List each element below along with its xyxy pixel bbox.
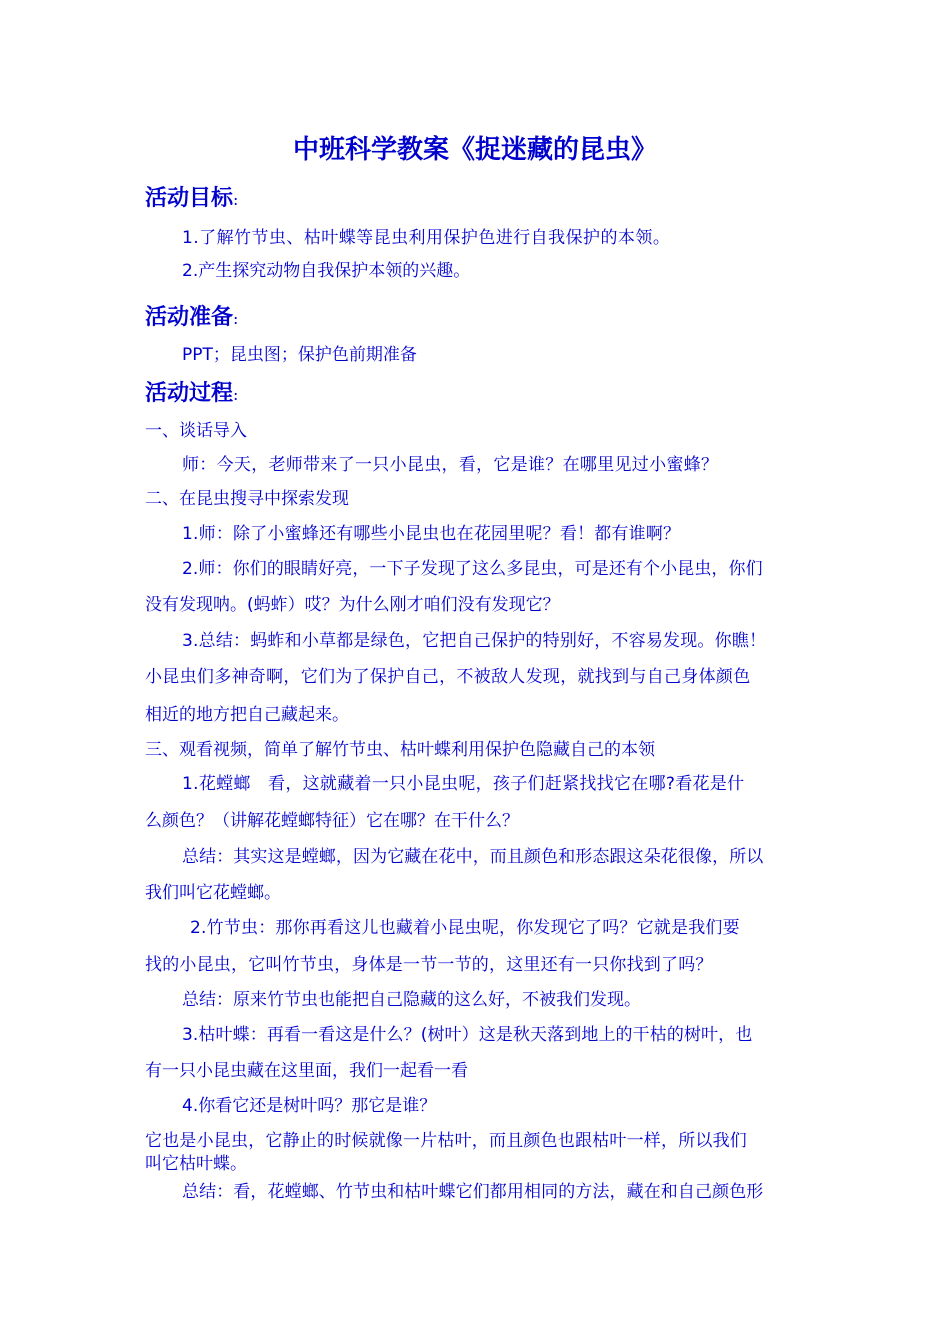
process-line: 3.总结：蚂蚱和小草都是绿色，它把自己保护的特别好，不容易发现。你瞧！ [182, 631, 767, 651]
process-line: 三、观看视频，简单了解竹节虫、枯叶蝶利用保护色隐藏自己的本领 [145, 740, 655, 760]
prep-line: PPT；昆虫图；保护色前期准备 [182, 345, 417, 365]
process-line: 相近的地方把自己藏起来。 [145, 705, 349, 725]
heading-prep-text: 活动准备 [145, 304, 234, 330]
heading-process [145, 378, 238, 410]
process-line: 我们叫它花螳螂。 [145, 883, 281, 903]
goal-line-2: 2.产生探究动物自我保护本领的兴趣。 [182, 261, 471, 281]
document-title: 中班科学教案《捉迷藏的昆虫》 [292, 135, 657, 165]
process-line: 找的小昆虫，它叫竹节虫，身体是一节一节的，这里还有一只你找到了吗？ [145, 955, 713, 975]
process-line: 4.你看它还是树叶吗？那它是谁？ [182, 1096, 437, 1116]
heading-colon: : [233, 309, 239, 328]
process-line: 总结：原来竹节虫也能把自己隐藏的这么好，不被我们发现。 [182, 990, 641, 1010]
process-line: 2.师：你们的眼睛好亮，一下子发现了这么多昆虫，可是还有个小昆虫，你们 [182, 559, 763, 579]
process-line: 叫它枯叶蝶。 [145, 1154, 247, 1174]
process-line: 它也是小昆虫，它静止的时候就像一片枯叶，而且颜色也跟枯叶一样，所以我们 [145, 1131, 747, 1151]
process-line: 1.师：除了小蜜蜂还有哪些小昆虫也在花园里呢？看！都有谁啊？ [182, 524, 681, 544]
process-line: 有一只小昆虫藏在这里面，我们一起看一看 [145, 1061, 468, 1081]
process-line: 总结：看，花螳螂、竹节虫和枯叶蝶它们都用相同的方法，藏在和自己颜色形 [182, 1182, 764, 1202]
heading-goals [145, 183, 238, 215]
heading-colon: : [233, 385, 239, 404]
heading-goals-text: 活动目标 [145, 185, 234, 211]
heading-colon: : [233, 190, 239, 209]
heading-process-text: 活动过程 [145, 380, 234, 406]
process-line: 总结：其实这是螳螂，因为它藏在花中，而且颜色和形态跟这朵花很像，所以 [182, 847, 764, 867]
heading-prep [145, 302, 238, 334]
process-line: 一、谈话导入 [145, 421, 247, 441]
process-line: 3.枯叶蝶：再看一看这是什么？(树叶）这是秋天落到地上的干枯的树叶，也 [182, 1025, 753, 1045]
process-line: 2.竹节虫：那你再看这儿也藏着小昆虫呢，你发现它了吗？它就是我们要 [190, 918, 740, 938]
process-line: 二、在昆虫搜寻中探索发现 [145, 489, 349, 509]
goal-line-1: 1.了解竹节虫、枯叶蝶等昆虫利用保护色进行自我保护的本领。 [182, 228, 671, 248]
process-line: 小昆虫们多神奇啊，它们为了保护自己，不被敌人发现，就找到与自己身体颜色 [145, 667, 751, 687]
process-line: 么颜色？（讲解花螳螂特征）它在哪？在干什么？ [145, 811, 519, 831]
process-line: 1.花螳螂 看，这就藏着一只小昆虫呢，孩子们赶紧找找它在哪?看花是什 [182, 774, 745, 794]
process-line: 师：今天，老师带来了一只小昆虫，看，它是谁？在哪里见过小蜜蜂？ [182, 455, 719, 475]
process-line: 没有发现呐。(蚂蚱）哎？为什么刚才咱们没有发现它？ [145, 595, 560, 615]
